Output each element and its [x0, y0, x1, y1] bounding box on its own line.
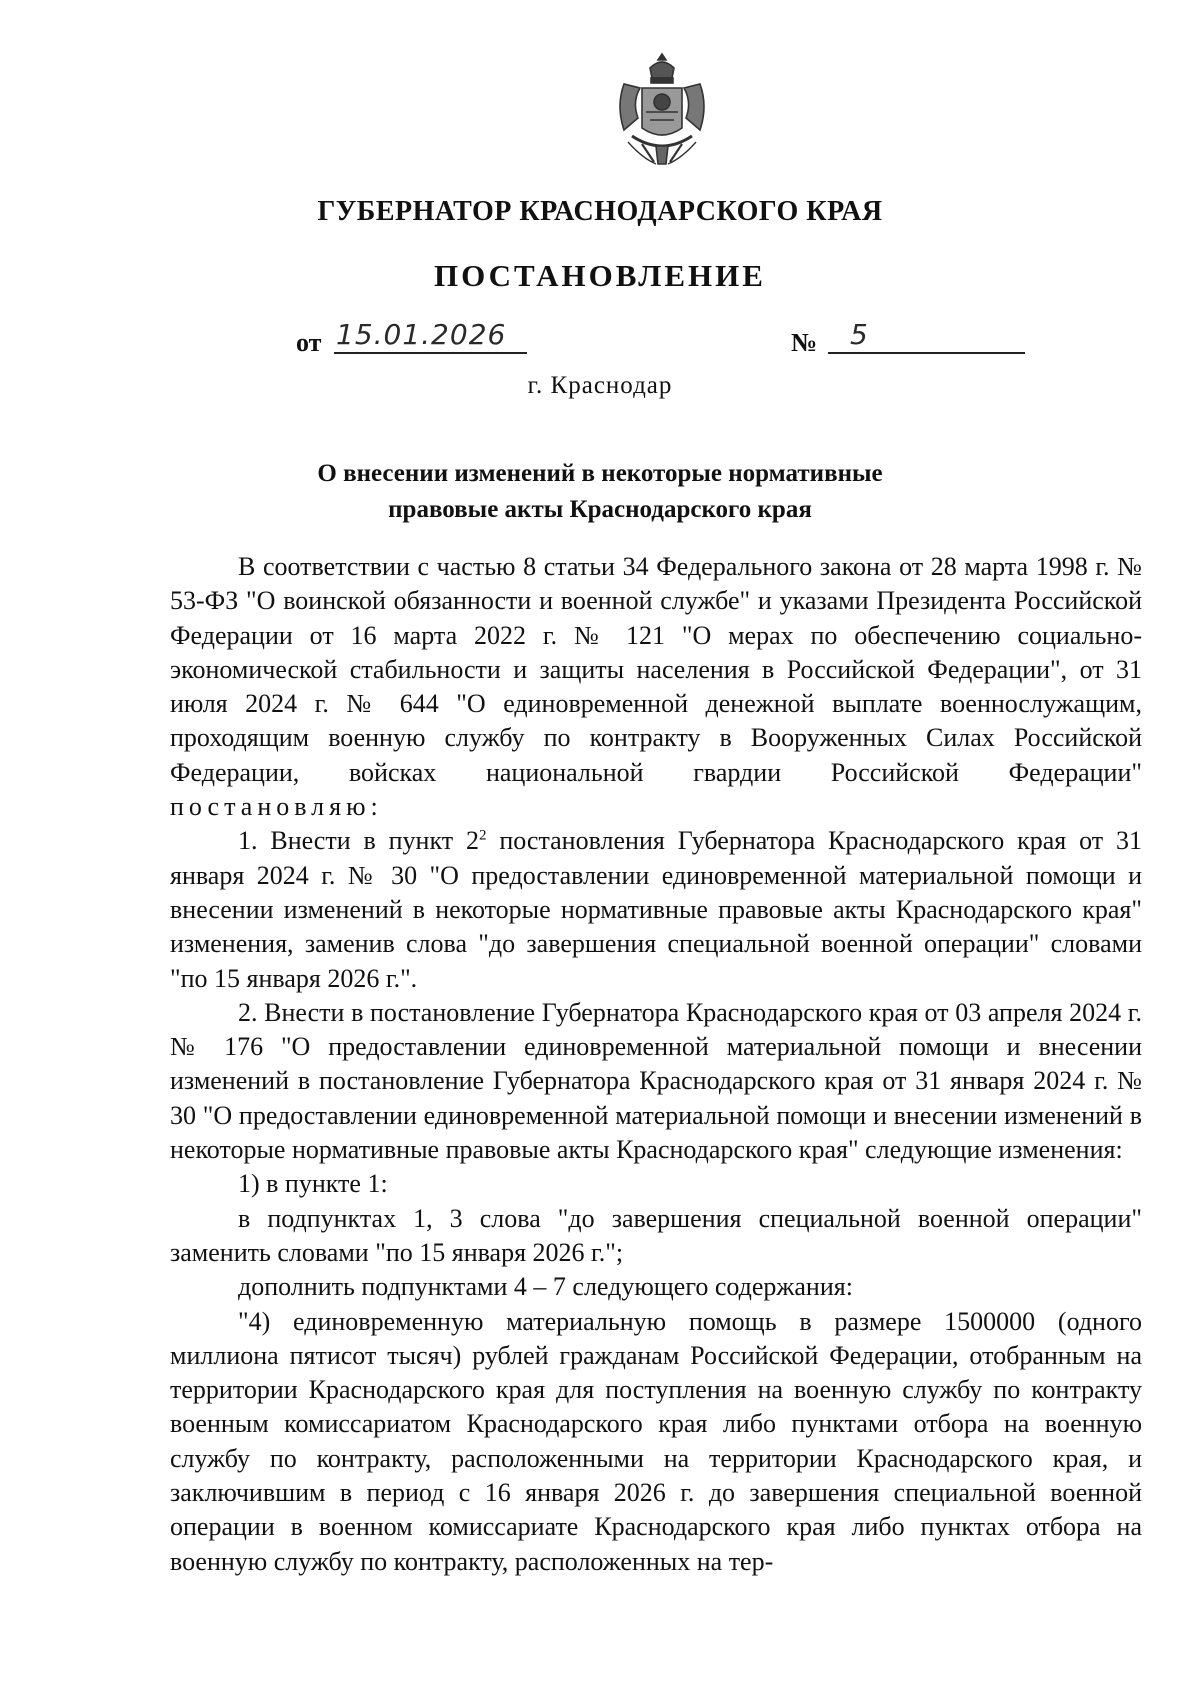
- number-underline: [828, 352, 1025, 354]
- intro-paragraph: [170, 550, 1142, 824]
- paragraph-2: 2. Внести в постановление Губернатора Краснодарского края от 03 апреля 2024 г. № 176 "О предоставлении единовременной материальной помощи и внесении изменений в постановление Губернатора Краснодарского края от 31 января 2024 г. № 30 "О предоставлении единовременной материальной помощи и внесении изменений в некоторые нормативные правовые акты Краснодарского края" следующие изменения:: [170, 997, 1142, 1165]
- subject-line-1: О внесении изменений в некоторые нормативные: [317, 460, 883, 487]
- paragraph-3: 1) в пункте 1:: [238, 1169, 388, 1199]
- document-body: [170, 550, 1142, 1579]
- document-type: ПОСТАНОВЛЕНИЕ: [434, 258, 766, 293]
- paragraph-5: дополнить подпунктами 4 – 7 следующего содержания:: [238, 1272, 853, 1302]
- date-underline: [334, 352, 527, 354]
- issuer-title: ГУБЕРНАТОР КРАСНОДАРСКОГО КРАЯ: [317, 196, 883, 227]
- document-subject: [0, 456, 1200, 528]
- intro-verb: постановляю:: [170, 792, 383, 822]
- city: г. Краснодар: [527, 372, 673, 399]
- p1-rest: постановления Губернатора Краснодарского края от 31 января 2024 г. № 30 "О предоставлении единовременной материальной помощи и внесении изменений в некоторые нормативные правовые акты Краснодарского края" изменения, заменив слова "до завершения специальной военной операции" словами "по 15 января 2026 г.".: [170, 826, 1142, 993]
- p1-start: 1. Внести в пункт 2: [238, 826, 479, 856]
- paragraph-6: "4) единовременную материальную помощь в размере 1500000 (одного миллиона пятисот тысяч) рублей гражданам Российской Федерации, отобранным на территории Краснодарского края для поступления на военную службу по контракту военным комиссариатом Краснодарского края либо пунктами отбора на военную службу по контракту, расположенными на территории Краснодарского края, и заключившим в период с 16 января 2026 г. до завершения специальной военной операции в военном комиссариате Краснодарского края либо пунктах отбора на военную службу по контракту, расположенных на тер-: [170, 1306, 1142, 1576]
- handwritten-number: 5: [850, 318, 868, 351]
- handwritten-date: 15.01.2026: [336, 318, 507, 351]
- intro-text: В соответствии с частью 8 статьи 34 Федерального закона от 28 марта 1998 г. № 53-ФЗ "О воинской обязанности и военной службе" и указами Президента Российской Федерации от 16 марта 2022 г. № 121 "О мерах по обеспечению социально-экономической стабильности и защиты населения в Российской Федерации", от 31 июля 2024 г. № 644 "О единовременной денежной выплате военнослужащим, проходящим военную службу по контракту в Вооруженных Силах Российской Федерации, войсках национальной гвардии Российской Федерации": [170, 552, 1142, 787]
- subject-line-2: правовые акты Краснодарского края: [388, 496, 812, 523]
- p1-superscript: 2: [478, 827, 487, 844]
- paragraph-4: в подпунктах 1, 3 слова "до завершения специальной военной операции" заменить словами "по 15 января 2026 г.";: [170, 1203, 1142, 1267]
- date-prefix: от: [296, 328, 322, 357]
- number-prefix: №: [791, 328, 818, 357]
- paragraph-1: [170, 824, 1142, 995]
- crest-of-krasnodar-krai-icon: [602, 46, 722, 176]
